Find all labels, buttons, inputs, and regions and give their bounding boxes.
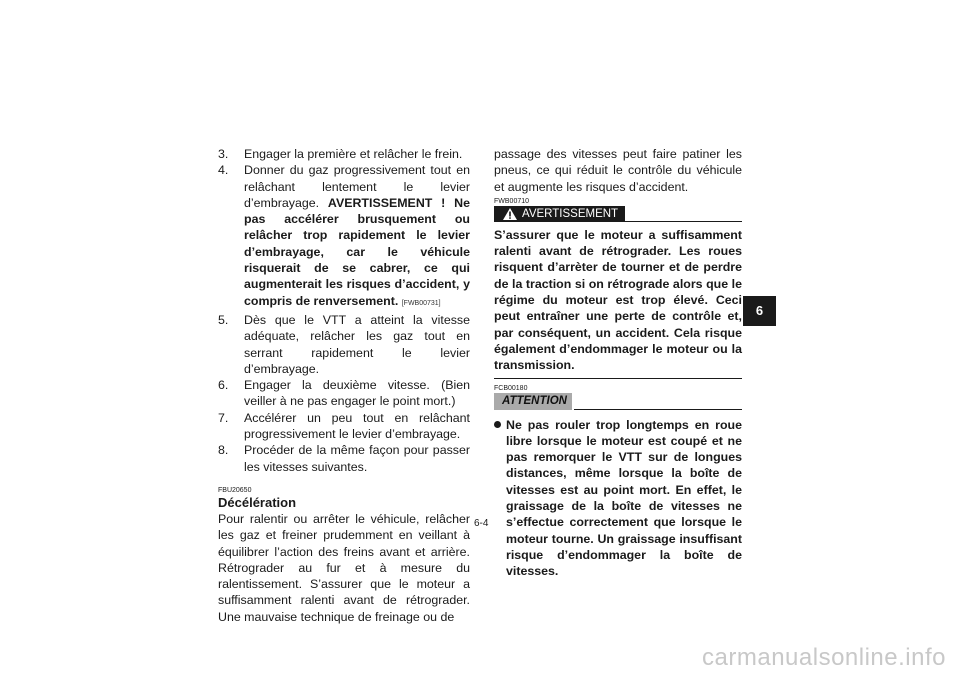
- watermark: carmanualsonline.info: [702, 644, 946, 671]
- section-title: Décélération: [218, 494, 297, 510]
- step-8: 8. Procéder de la même façon pour passer les vitesses suivantes.: [218, 443, 470, 474]
- warning-code-label: FWB00710: [494, 197, 530, 205]
- warning-badge: AVERTISSEMENT: [494, 206, 625, 222]
- page-number: 6-4: [474, 518, 489, 529]
- section-text: Pour ralentir ou arrêter le véhicule, relâcher les gaz et freiner prudemment en veillant à équilibrer l’action des freins avant et arrière. Rétrograder au fur et à mesure du ralentissement. S’assurer que le moteur a suffisamment ralenti avant de rétrograder. Une mauvaise technique de freinage ou de: [218, 511, 470, 624]
- attention-header: [494, 393, 742, 411]
- warning-code: [FWB00731]: [401, 299, 441, 307]
- attention-item: Ne pas rouler trop longtemps en roue libre lorsque le moteur est coupé et ne pas remorquer le VTT sur de longues distances, même lorsque la boîte de vitesses est au point mort. En effet, le graissage de la boîte de vitesses ne s’effectue correctement que lorsque le moteur tourne. Un graissage insuffisant risque d’endommager la boîte de vitesses.: [494, 417, 742, 580]
- warning-header: [494, 206, 742, 224]
- inline-warning: AVERTISSEMENT ! Ne pas accélérer brusquement ou relâcher trop rapidement le levier d’embrayage, car le véhicule risquerait de se cabrer, ce qui augmenterait les risques d’accident, y compris de renversement.: [244, 195, 470, 308]
- warning-triangle-icon: [503, 208, 517, 220]
- step-6: 6. Engager la deuxième vitesse. (Bien veiller à ne pas engager le point mort.): [218, 378, 470, 409]
- step-4: 4. Donner du gaz progressivement tout en relâchant lentement le levier d’embrayage. AVERTISSEMENT ! Ne pas accélérer brusquement ou relâcher trop rapidement le levier d’embrayage, car le véhicule risquerait de se cabrer, ce qui augmenterait les risques d’accident, y compris de renversement. [FWB00731]: [218, 163, 470, 308]
- section-code: FBU20650: [218, 486, 252, 494]
- attention-rule: [574, 409, 742, 410]
- warning-text: S’assurer que le moteur a suffisamment ralenti avant de rétrograder. Les roues risquent d’arrèter de tourner et de perdre de la traction si on rétrograde alors que le régime du moteur est trop élevé. Ceci peut entraîner une perte de contrôle et, par conséquent, un accident. Cela risque également d’endommager le moteur ou la transmission.: [494, 227, 742, 379]
- left-column: [218, 146, 470, 625]
- step-3: 3. Engager la première et relâcher le frein.: [218, 147, 463, 161]
- continued-text: passage des vitesses peut faire patiner les pneus, ce qui réduit le contrôle du véhicule et augmente les risques d’accident.: [494, 147, 742, 194]
- attention-code-label: FCB00180: [494, 384, 528, 392]
- bullet-icon: [494, 421, 501, 428]
- warning-rule: [616, 221, 742, 222]
- step-7: 7. Accélérer un peu tout en relâchant progressivement le levier d’embrayage.: [218, 410, 470, 442]
- right-column: [494, 146, 742, 580]
- step-5: 5. Dès que le VTT a atteint la vitesse adéquate, relâcher les gaz tout en serrant rapidement le levier d’embrayage.: [218, 312, 470, 376]
- attention-badge: ATTENTION: [494, 393, 572, 410]
- chapter-tab: 6: [743, 296, 776, 326]
- procedure-steps: [218, 146, 470, 475]
